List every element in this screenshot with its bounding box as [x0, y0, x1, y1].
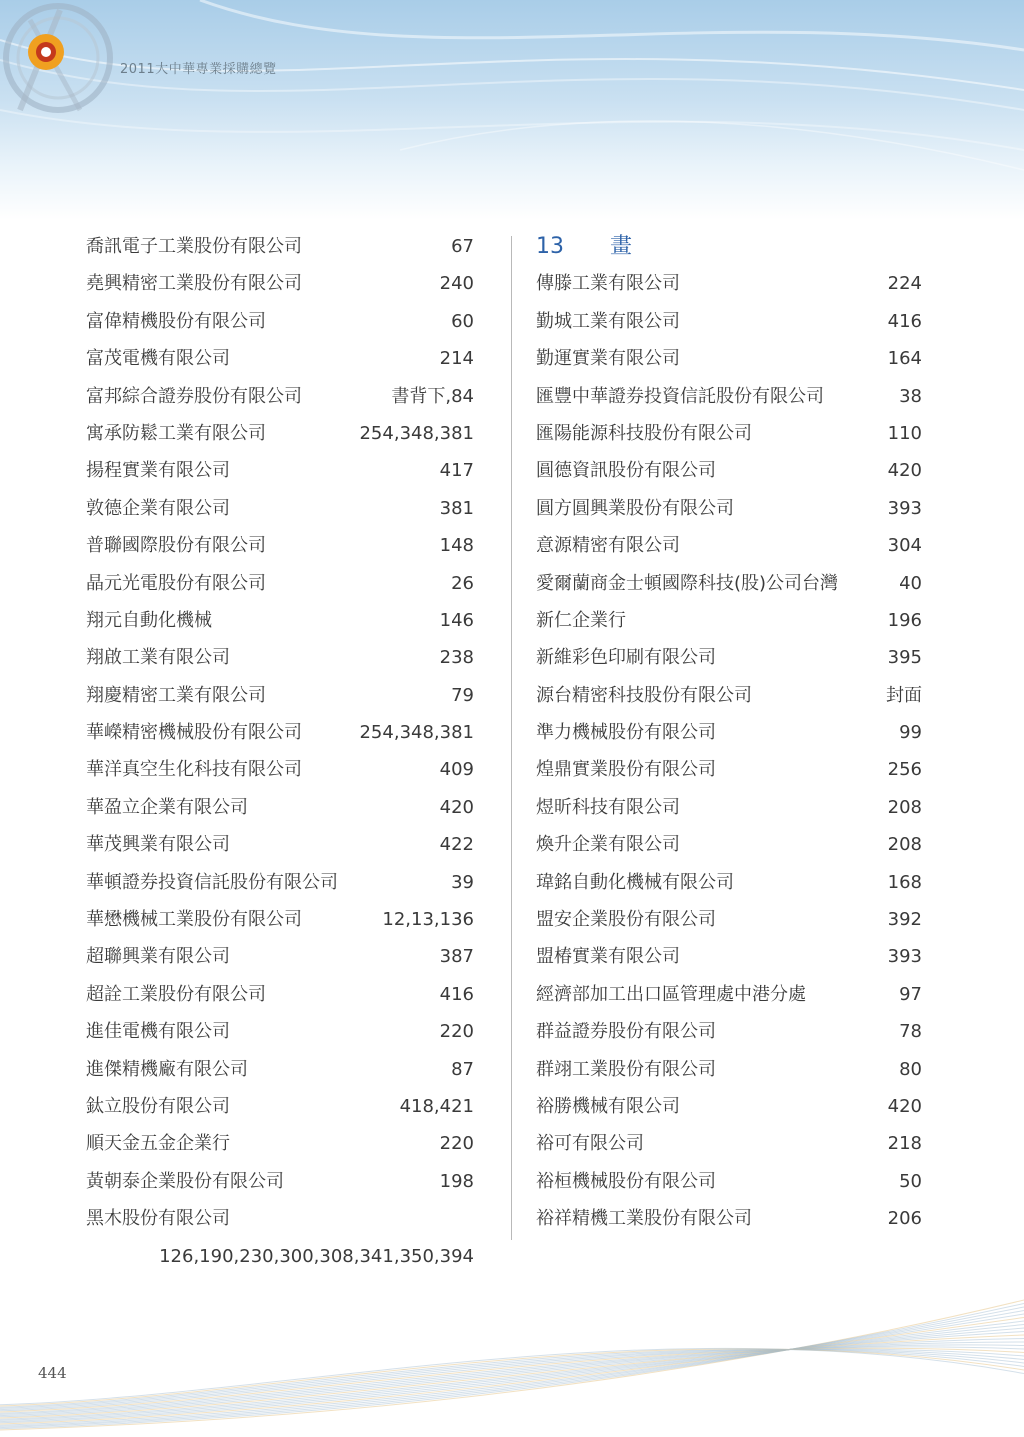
index-entry [86, 789, 474, 826]
page-reference: 416 [439, 983, 474, 1005]
page-reference: 214 [439, 348, 474, 370]
page-reference: 208 [887, 834, 922, 856]
page-reference: 254,348,381 [359, 422, 474, 444]
page-reference: 220 [439, 1021, 474, 1043]
company-name: 順天金五金企業行 [86, 1133, 230, 1155]
index-entry [536, 1200, 922, 1237]
index-entry [536, 751, 922, 788]
page-reference: 218 [887, 1133, 922, 1155]
company-name: 圓德資訊股份有限公司 [536, 460, 716, 482]
page-reference: 422 [439, 834, 474, 856]
company-name: 翔元自動化機械 [86, 609, 212, 631]
company-name: 超詮工業股份有限公司 [86, 983, 266, 1005]
page-reference: 240 [439, 273, 474, 295]
company-name: 勤運實業有限公司 [536, 348, 680, 370]
index-entry [536, 677, 922, 714]
index-entry [86, 639, 474, 676]
page-reference: 417 [439, 460, 474, 482]
page-reference: 39 [451, 871, 474, 893]
page-reference: 12,13,136 [382, 909, 474, 931]
index-entry [86, 901, 474, 938]
page-reference: 146 [439, 609, 474, 631]
page-reference: 238 [439, 647, 474, 669]
company-name: 富偉精機股份有限公司 [86, 310, 266, 332]
page-reference: 381 [439, 497, 474, 519]
index-entry [86, 265, 474, 302]
index-entry [86, 1163, 474, 1200]
company-name: 進傑精機廠有限公司 [86, 1058, 248, 1080]
company-name: 群翊工業股份有限公司 [536, 1058, 716, 1080]
index-entry [536, 340, 922, 377]
company-name: 匯陽能源科技股份有限公司 [536, 422, 752, 444]
company-name: 新維彩色印刷有限公司 [536, 647, 716, 669]
page-reference: 38 [899, 385, 922, 407]
index-entry [86, 340, 474, 377]
section-number: 13 [536, 234, 564, 259]
company-name: 裕祥精機工業股份有限公司 [536, 1208, 752, 1230]
page-reference: 50 [899, 1170, 922, 1192]
company-name: 翔啟工業有限公司 [86, 647, 230, 669]
index-entry [86, 228, 474, 265]
index-entry [536, 452, 922, 489]
page-reference: 208 [887, 796, 922, 818]
company-name: 勤城工業有限公司 [536, 310, 680, 332]
company-name: 富邦綜合證券股份有限公司 [86, 385, 302, 407]
section-heading [536, 228, 922, 265]
page-reference: 26 [451, 572, 474, 594]
index-entry [86, 602, 474, 639]
index-entry [86, 1051, 474, 1088]
page-reference-continued: 126,190,230,300,308,341,350,394 [159, 1245, 474, 1267]
index-entry [86, 826, 474, 863]
company-name: 華頓證券投資信託股份有限公司 [86, 871, 338, 893]
index-entry [86, 452, 474, 489]
index-entry [86, 415, 474, 452]
company-name: 盟椿實業有限公司 [536, 946, 680, 968]
page-reference: 392 [887, 909, 922, 931]
index-entry [86, 565, 474, 602]
index-entry [536, 265, 922, 302]
page-reference: 封面 [886, 684, 922, 706]
index-column-left [86, 228, 474, 1275]
index-entry [536, 1088, 922, 1125]
company-name: 盟安企業股份有限公司 [536, 909, 716, 931]
company-name: 裕勝機械有限公司 [536, 1095, 680, 1117]
index-entry [536, 864, 922, 901]
company-name: 富茂電機有限公司 [86, 348, 230, 370]
index-entry [536, 602, 922, 639]
company-name: 堯興精密工業股份有限公司 [86, 273, 302, 295]
company-name: 圓方圓興業股份有限公司 [536, 497, 734, 519]
index-entry [536, 1013, 922, 1050]
company-name: 煥升企業有限公司 [536, 834, 680, 856]
index-entry [536, 901, 922, 938]
page-reference: 256 [887, 759, 922, 781]
page-reference: 420 [439, 796, 474, 818]
company-name: 華懋機械工業股份有限公司 [86, 909, 302, 931]
index-entry [536, 1051, 922, 1088]
company-name: 經濟部加工出口區管理處中港分處 [536, 983, 806, 1005]
company-name: 華盈立企業有限公司 [86, 796, 248, 818]
company-name: 喬訊電子工業股份有限公司 [86, 236, 302, 257]
company-name: 群益證券股份有限公司 [536, 1021, 716, 1043]
index-entry [536, 976, 922, 1013]
index-entry [536, 415, 922, 452]
company-name: 黑木股份有限公司 [86, 1208, 230, 1230]
index-entry [86, 303, 474, 340]
index-entry [536, 938, 922, 975]
index-entry [86, 490, 474, 527]
index-entry [536, 378, 922, 415]
page-reference: 395 [887, 647, 922, 669]
wave-decoration [0, 0, 1024, 220]
index-entry [86, 527, 474, 564]
index-entry [86, 1200, 474, 1237]
company-name: 傳滕工業有限公司 [536, 273, 680, 295]
index-entry [536, 527, 922, 564]
company-name: 愛爾蘭商金士頓國際科技(股)公司台灣 [536, 572, 839, 594]
page-reference: 87 [451, 1058, 474, 1080]
company-name: 裕桓機械股份有限公司 [536, 1170, 716, 1192]
header-banner [0, 0, 1024, 220]
index-entry [536, 639, 922, 676]
page-reference: 420 [887, 1095, 922, 1117]
page-reference: 78 [899, 1021, 922, 1043]
page-reference: 97 [899, 983, 922, 1005]
company-name: 黃朝泰企業股份有限公司 [86, 1170, 284, 1192]
company-name: 鈦立股份有限公司 [86, 1095, 230, 1117]
index-entry [536, 565, 922, 602]
page-reference: 99 [899, 722, 922, 744]
index-entry [86, 864, 474, 901]
index-entry [536, 1163, 922, 1200]
page-reference: 80 [899, 1058, 922, 1080]
company-name: 瑋銘自動化機械有限公司 [536, 871, 734, 893]
company-name: 匯豐中華證券投資信託股份有限公司 [536, 385, 824, 407]
page-reference: 254,348,381 [359, 722, 474, 744]
page-reference: 書背下,84 [391, 385, 474, 407]
page-reference: 198 [439, 1170, 474, 1192]
company-name: 源台精密科技股份有限公司 [536, 684, 752, 706]
publication-title: 2011大中華專業採購總覽 [120, 62, 277, 77]
company-name: 寓承防鬆工業有限公司 [86, 422, 266, 444]
company-name: 華洋真空生化科技有限公司 [86, 759, 302, 781]
page-reference: 67 [451, 236, 474, 257]
index-entry [536, 826, 922, 863]
page-reference: 420 [887, 460, 922, 482]
page-reference: 110 [887, 422, 922, 444]
company-name: 華嶸精密機械股份有限公司 [86, 722, 302, 744]
section-label: 畫 [610, 234, 633, 259]
company-name: 揚程實業有限公司 [86, 460, 230, 482]
index-entry [536, 714, 922, 751]
index-entry [86, 1125, 474, 1162]
index-entry [536, 303, 922, 340]
company-name: 進佳電機有限公司 [86, 1021, 230, 1043]
index-column-right [536, 228, 922, 1238]
page-number: 444 [38, 1364, 67, 1382]
company-name: 裕可有限公司 [536, 1133, 644, 1155]
page-reference: 387 [439, 946, 474, 968]
company-name: 準力機械股份有限公司 [536, 722, 716, 744]
company-name: 新仁企業行 [536, 609, 626, 631]
page-reference: 206 [887, 1208, 922, 1230]
company-name: 華茂興業有限公司 [86, 834, 230, 856]
company-name: 煜昕科技有限公司 [536, 796, 680, 818]
index-entry [86, 1013, 474, 1050]
page-reference: 418,421 [399, 1095, 474, 1117]
page-reference: 224 [887, 273, 922, 295]
index-entry [86, 751, 474, 788]
page-reference: 79 [451, 684, 474, 706]
index-entry [86, 938, 474, 975]
footer-wave-decoration [0, 1290, 1024, 1437]
company-name: 煌鼎實業股份有限公司 [536, 759, 716, 781]
company-name: 翔慶精密工業有限公司 [86, 684, 266, 706]
index-entry [536, 490, 922, 527]
company-name: 普聯國際股份有限公司 [86, 535, 266, 557]
index-entry [86, 976, 474, 1013]
page-reference: 220 [439, 1133, 474, 1155]
company-name: 意源精密有限公司 [536, 535, 680, 557]
page-reference: 148 [439, 535, 474, 557]
page-reference: 196 [887, 609, 922, 631]
page-reference: 409 [439, 759, 474, 781]
index-entry [536, 789, 922, 826]
company-name: 超聯興業有限公司 [86, 946, 230, 968]
index-entry [86, 714, 474, 751]
logo-icon [0, 0, 120, 120]
company-name: 敦德企業有限公司 [86, 497, 230, 519]
page-reference: 393 [887, 497, 922, 519]
index-entry [86, 677, 474, 714]
page-reference: 40 [899, 572, 922, 594]
page-reference: 168 [887, 871, 922, 893]
page-reference: 60 [451, 310, 474, 332]
page-reference: 304 [887, 535, 922, 557]
page-reference: 164 [887, 348, 922, 370]
index-entry [86, 1088, 474, 1125]
page-reference: 393 [887, 946, 922, 968]
company-name: 晶元光電股份有限公司 [86, 572, 266, 594]
column-divider [511, 236, 512, 1240]
index-entry [86, 378, 474, 415]
page-reference: 416 [887, 310, 922, 332]
index-entry [536, 1125, 922, 1162]
